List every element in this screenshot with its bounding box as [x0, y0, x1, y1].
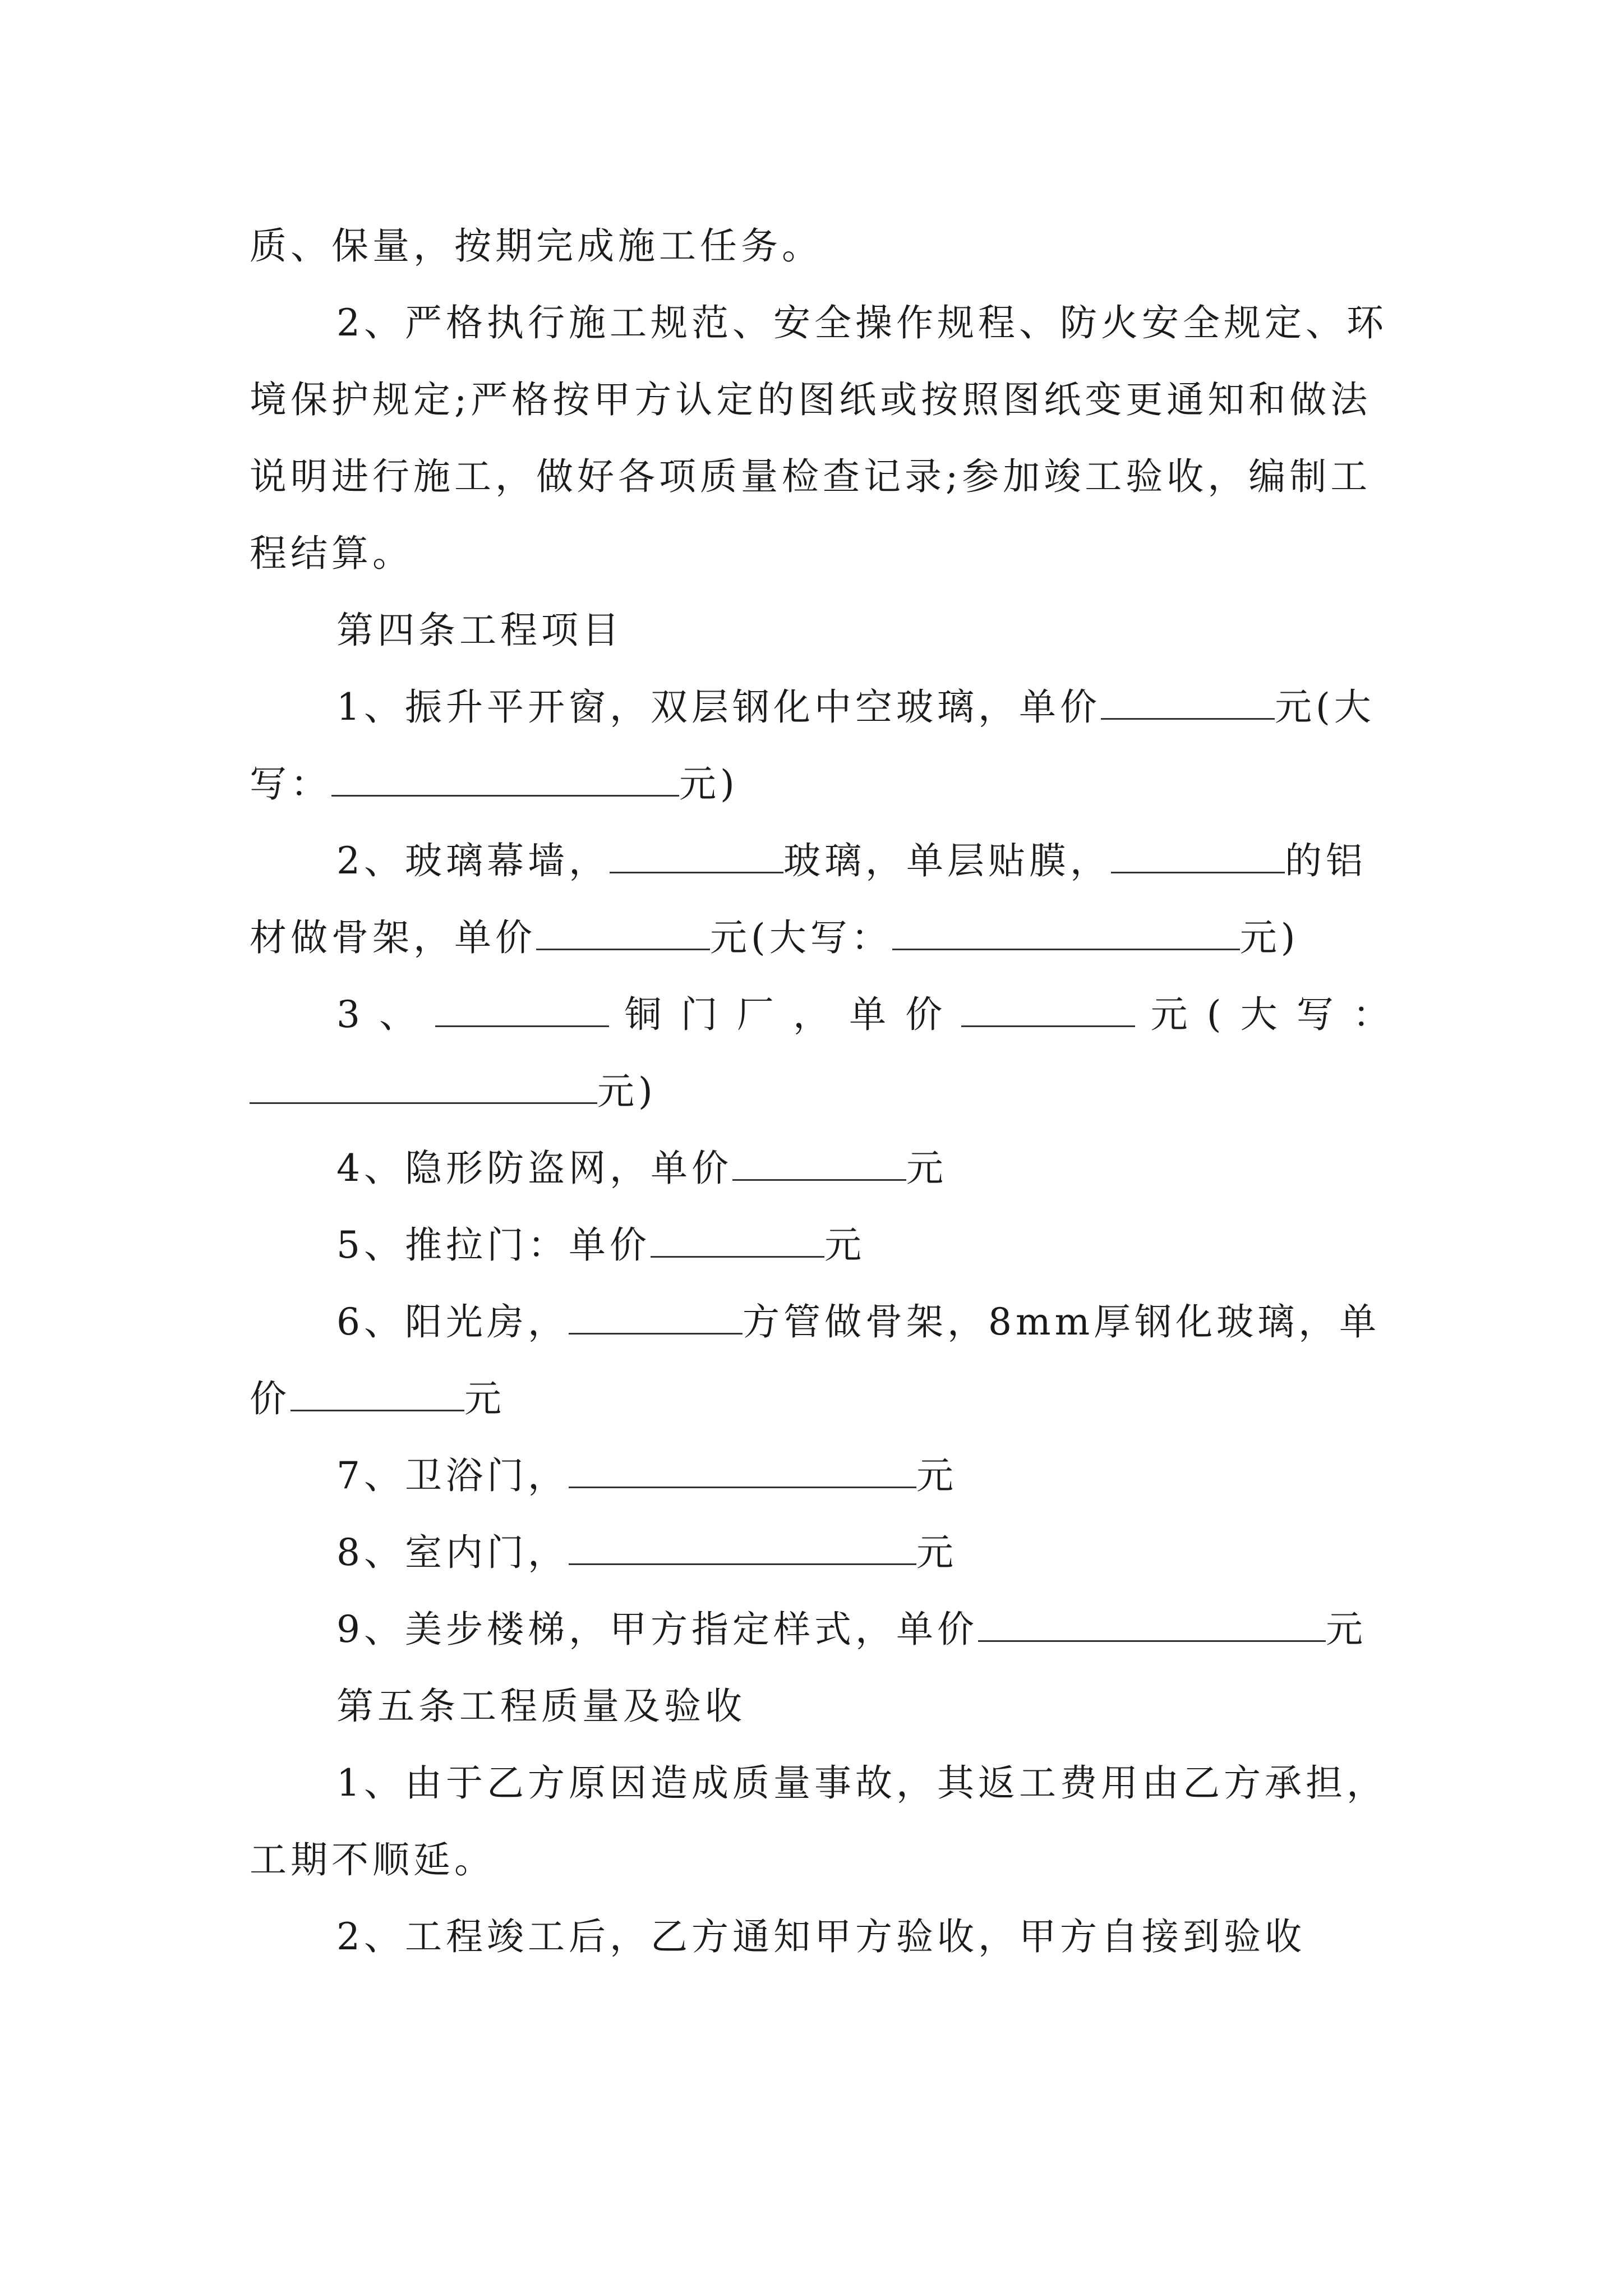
- blank-line: [978, 1605, 1326, 1642]
- document-body: [250, 208, 1394, 1975]
- blank-line: [732, 1144, 906, 1181]
- paragraph-obligation-2: 2、严格执行施工规范、安全操作规程、防火安全规定、环境保护规定;严格按甲方认定的图纸或按照图纸变更通知和做法说明进行施工，做好各项质量检查记录;参加竣工验收，编制工程结算。: [250, 301, 1387, 575]
- item-7-bathroom-door: 7、卫浴门， 元: [250, 1437, 1394, 1514]
- section-4-title: 第四条工程项目: [336, 609, 623, 652]
- blank-line: [1101, 683, 1275, 720]
- item-6-sunroom: 6、阳光房， 方管做骨架，8mm厚钢化玻璃，单价 元: [250, 1283, 1394, 1437]
- blank-line: [610, 836, 783, 873]
- blank-line: [291, 1374, 464, 1411]
- quality-clause-2: 2、工程竣工后，乙方通知甲方验收，甲方自接到验收: [336, 1915, 1306, 1958]
- blank-line: [651, 1221, 824, 1258]
- paragraph-continuation: 质、保量，按期完成施工任务。: [250, 224, 823, 268]
- item-2-glass-curtain-wall: 2、玻璃幕墙， 玻璃，单层贴膜， 的铝材做骨架，单价 元(大写： 元): [250, 822, 1394, 976]
- blank-line: [569, 1528, 916, 1565]
- quality-clause-1: 1、由于乙方原因造成质量事故，其返工费用由乙方承担，工期不顺延。: [250, 1761, 1387, 1881]
- item-1-casement-window: 1、振升平开窗，双层钢化中空玻璃，单价 元(大写： 元): [250, 669, 1394, 822]
- item-9-staircase: 9、美步楼梯，甲方指定样式，单价 元: [250, 1591, 1394, 1668]
- item-3-copper-door: 3、 铜门厂，单价 元(大写：: [250, 976, 1394, 1053]
- blank-line: [892, 913, 1240, 950]
- blank-line: [250, 1067, 597, 1104]
- section-5-title: 第五条工程质量及验收: [336, 1685, 746, 1728]
- blank-line: [536, 913, 710, 950]
- item-3-copper-door-continued: 元): [250, 1053, 1394, 1130]
- blank-line: [331, 760, 679, 797]
- item-5-sliding-door: 5、推拉门：单价 元: [250, 1207, 1394, 1283]
- blank-line: [435, 990, 609, 1027]
- item-8-interior-door: 8、室内门， 元: [250, 1514, 1394, 1591]
- blank-line: [569, 1451, 916, 1488]
- blank-line: [569, 1297, 743, 1335]
- item-4-anti-theft-net: 4、隐形防盗网，单价 元: [250, 1130, 1394, 1207]
- blank-line: [961, 990, 1135, 1027]
- blank-line: [1111, 836, 1285, 873]
